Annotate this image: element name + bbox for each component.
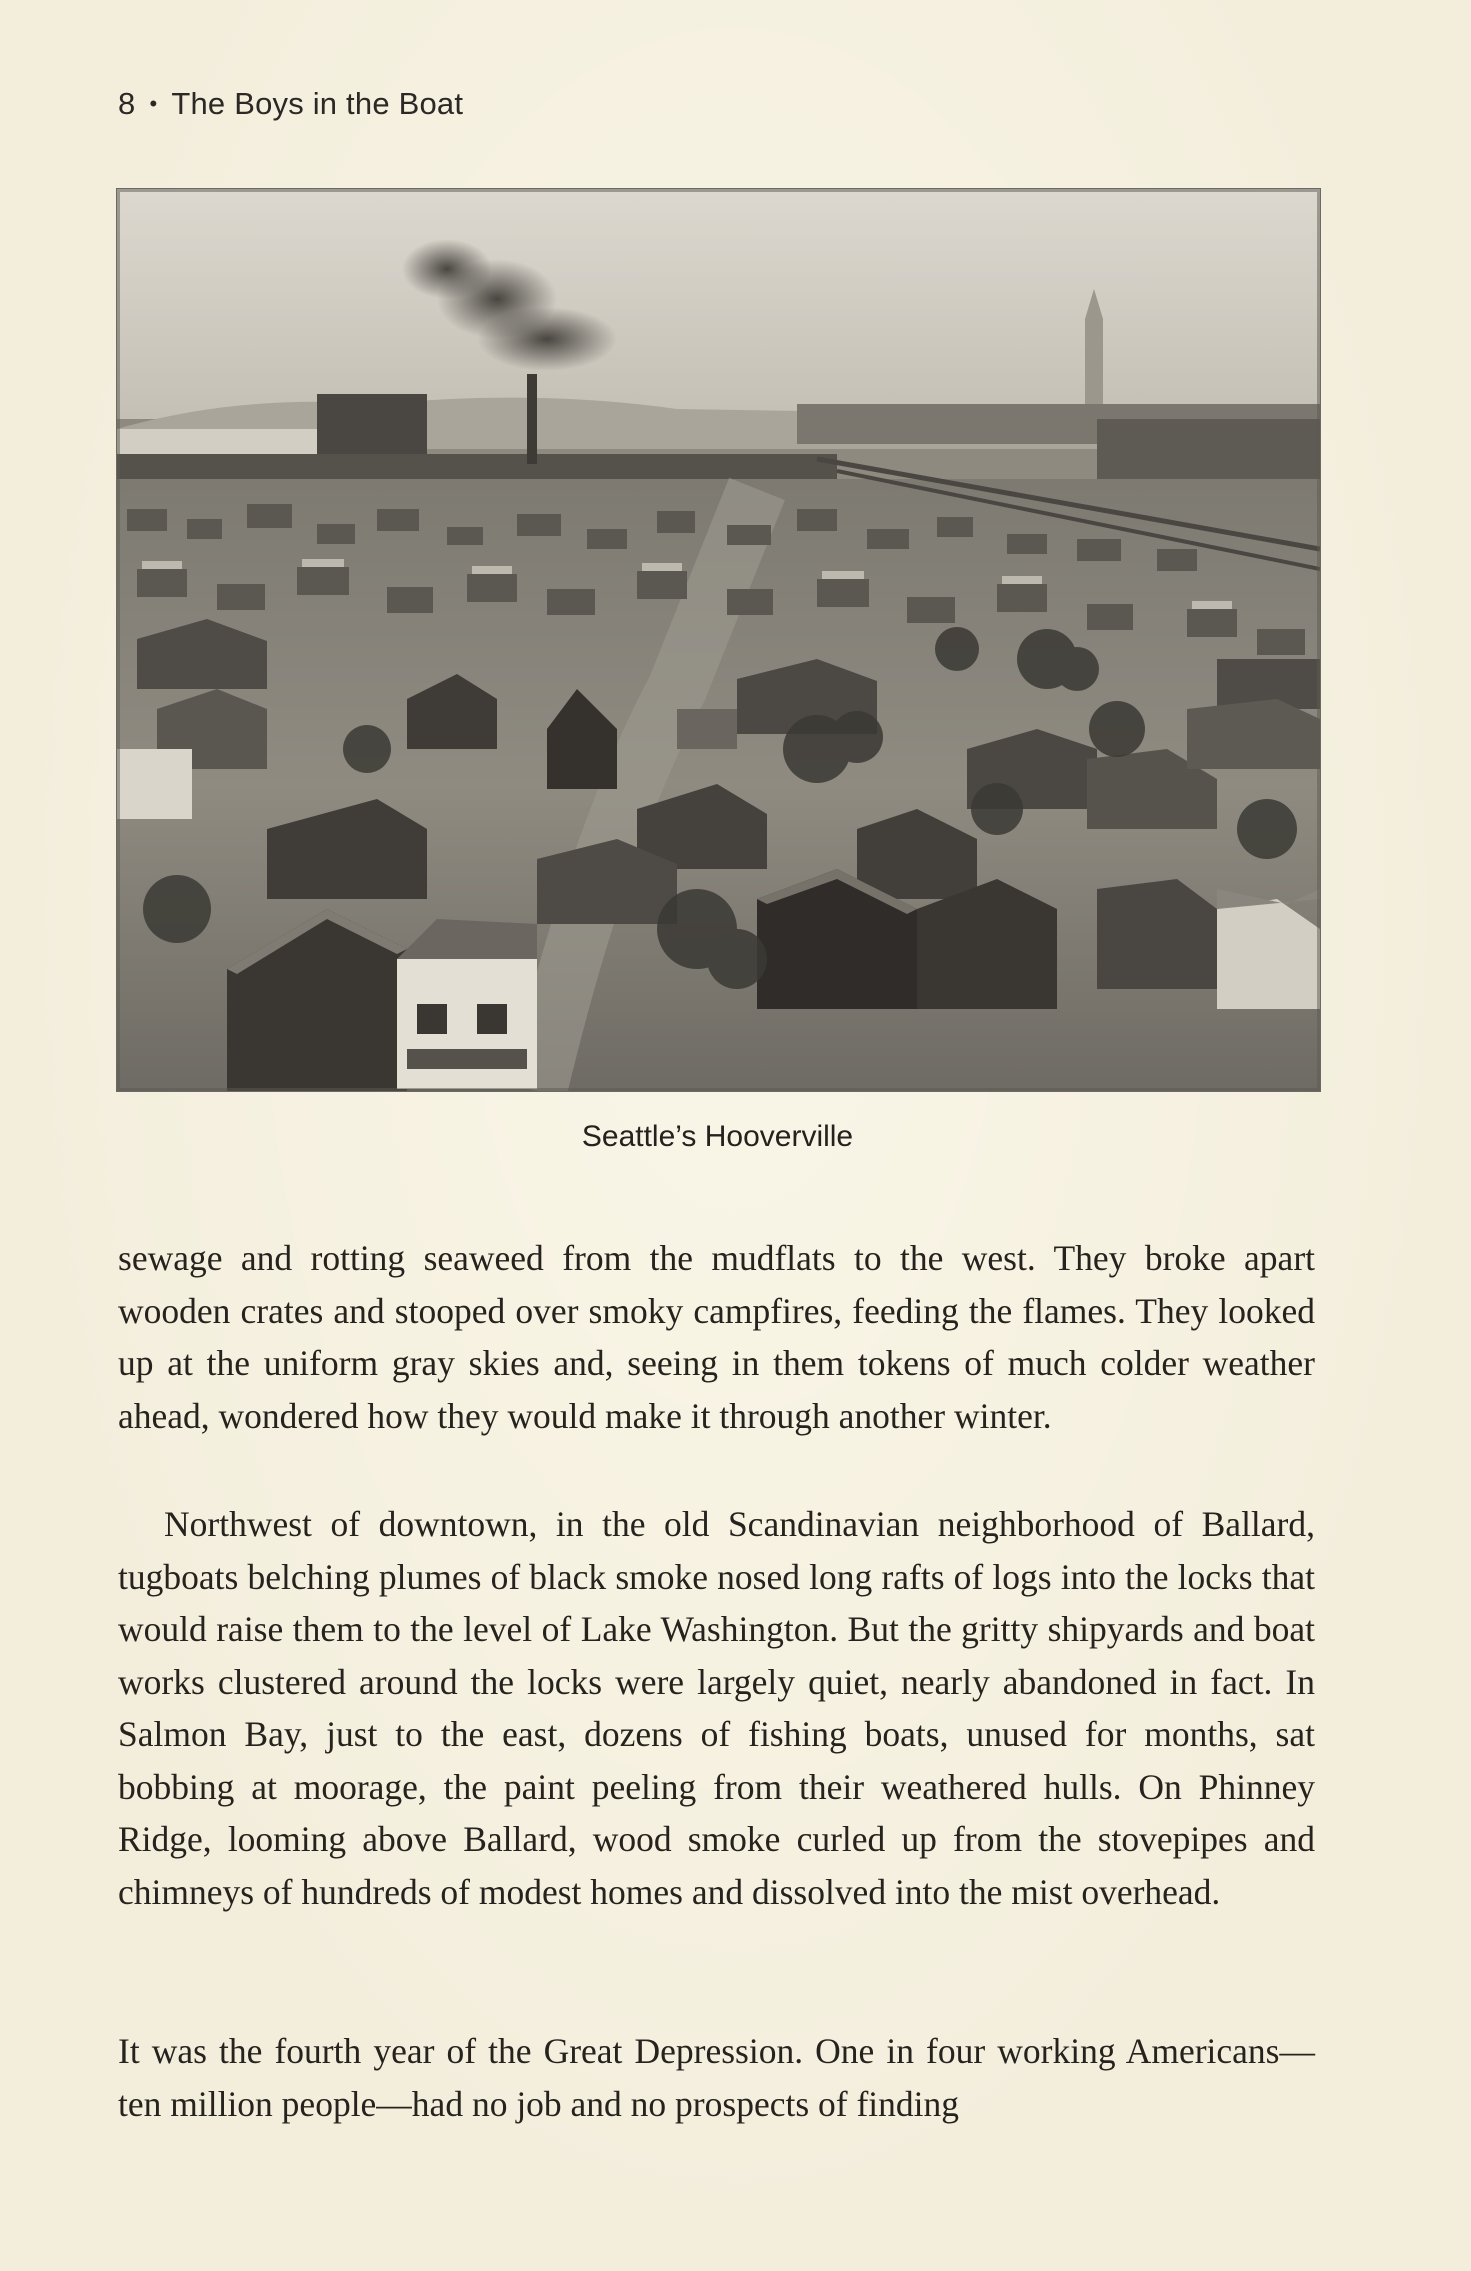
paragraph-text: sewage and rotting seaweed from the mudflats to the west. They broke apart wooden crates and stooped over smoky campfires, feeding the flames. They looked up at the uniform gray skies and, seeing in them tokens of much colder weather ahead, wondered how they would make it through another winter.: [118, 1238, 1315, 1436]
photo-illustration: [117, 189, 1320, 1091]
paragraph-1: [118, 1232, 1315, 1442]
paragraph-text: Northwest of downtown, in the old Scandinavian neighborhood of Ballard, tugboats belching plumes of black smoke nosed long rafts of logs into the locks that would raise them to the level of Lake Washington. But the gritty shipyards and boat works clustered around the locks were largely quiet, nearly abandoned in fact. In Salmon Bay, just to the east, dozens of fishing boats, unused for months, sat bobbing at moorage, the paint peeling from their weathered hulls. On Phinney Ridge, looming above Ballard, wood smoke curled up from the stovepipes and chimneys of hundreds of modest homes and dissolved into the mist overhead.: [118, 1504, 1315, 1912]
hooverville-photograph: [116, 188, 1321, 1092]
paragraph-2: [118, 1498, 1315, 1918]
paragraph-3: [118, 2025, 1315, 2130]
photo-caption: Seattle’s Hooverville: [581, 1120, 854, 1153]
page-number: 8: [118, 86, 136, 121]
paragraph-text: It was the fourth year of the Great Depression. One in four working Americans—ten million people—had no job and no prospects of finding: [118, 2031, 1315, 2124]
book-title: The Boys in the Boat: [171, 86, 464, 121]
running-head: [118, 86, 463, 122]
separator-dot: •: [149, 91, 158, 116]
